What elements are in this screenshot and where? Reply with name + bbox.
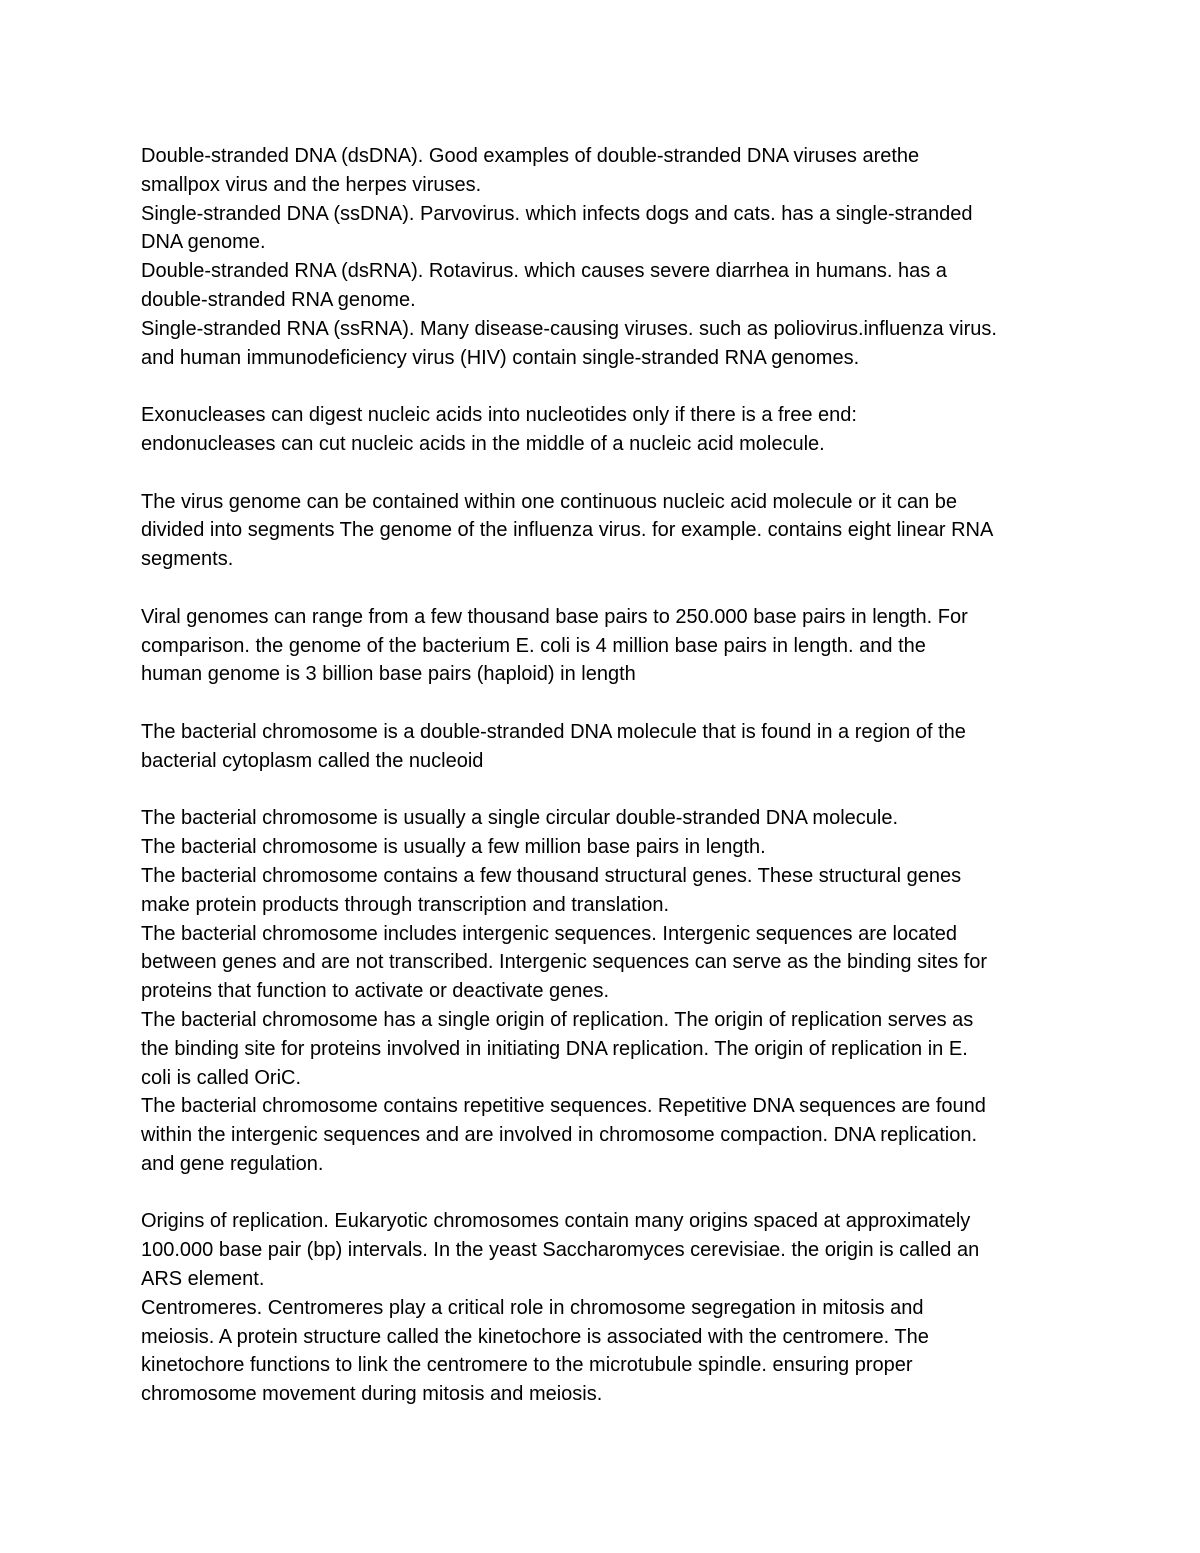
text-line: The virus genome can be contained within one continuous nucleic acid molecule or it can be (141, 490, 958, 513)
text-line: make protein products through transcription and translation. (141, 893, 670, 916)
text-line: and gene regulation. (141, 1152, 324, 1175)
text-line: Viral genomes can range from a few thousand base pairs to 250.000 base pairs in length. For (141, 605, 968, 628)
text-line: smallpox virus and the herpes viruses. (141, 173, 482, 196)
text-line: coli is called OriC. (141, 1066, 302, 1089)
text-line: The bacterial chromosome contains a few thousand structural genes. These structural genes (141, 864, 962, 887)
text-line: endonucleases can cut nucleic acids in the middle of a nucleic acid molecule. (141, 432, 825, 455)
text-line: The bacterial chromosome is a double-stranded DNA molecule that is found in a region of the (141, 720, 966, 743)
text-line: The bacterial chromosome contains repetitive sequences. Repetitive DNA sequences are found (141, 1095, 986, 1118)
text-line: The bacterial chromosome is usually a single circular double-stranded DNA molecule. (141, 807, 899, 830)
text-line: Double-stranded DNA (dsDNA). Good examples of double-stranded DNA viruses arethe (141, 145, 920, 167)
text-line: bacterial cytoplasm called the nucleoid (141, 749, 484, 772)
text-line: Single-stranded RNA (ssRNA). Many disease-causing viruses. such as poliovirus.influenza virus. (141, 317, 997, 340)
blank-line (141, 574, 1081, 603)
text-line: and human immunodeficiency virus (HIV) contain single-stranded RNA genomes. (141, 346, 860, 369)
text-line: within the intergenic sequences and are involved in chromosome compaction. DNA replication. (141, 1124, 978, 1147)
blank-line (141, 372, 1081, 401)
text-line: chromosome movement during mitosis and meiosis. (141, 1383, 603, 1406)
text-line: Origins of replication. Eukaryotic chromosomes contain many origins spaced at approximately (141, 1210, 971, 1233)
text-line: Centromeres. Centromeres play a critical role in chromosome segregation in mitosis and (141, 1296, 924, 1319)
text-line: The bacterial chromosome has a single origin of replication. The origin of replication serves as (141, 1008, 974, 1031)
text-line: double-stranded RNA genome. (141, 288, 416, 311)
text-line: human genome is 3 billion base pairs (haploid) in length (141, 663, 636, 686)
blank-line (141, 1179, 1081, 1208)
text-line: divided into segments The genome of the influenza virus. for example. contains eight linear RNA (141, 519, 994, 542)
document-body (141, 142, 1081, 1409)
text-line: kinetochore functions to link the centromere to the microtubule spindle. ensuring proper (141, 1354, 913, 1377)
text-line: Single-stranded DNA (ssDNA). Parvovirus. which infects dogs and cats. has a single-stranded (141, 202, 973, 225)
text-line: between genes and are not transcribed. Intergenic sequences can serve as the binding sites for (141, 951, 988, 974)
text-line: ARS element. (141, 1268, 265, 1291)
text-line: DNA genome. (141, 231, 266, 254)
text-line: meiosis. A protein structure called the kinetochore is associated with the centromere. The (141, 1325, 929, 1348)
text-line: Double-stranded RNA (dsRNA). Rotavirus. which causes severe diarrhea in humans. has a (141, 260, 947, 283)
text-line: The bacterial chromosome includes intergenic sequences. Intergenic sequences are located (141, 922, 958, 945)
text-line: 100.000 base pair (bp) intervals. In the yeast Saccharomyces cerevisiae. the origin is called an (141, 1239, 980, 1262)
text-line: segments. (141, 548, 234, 571)
text-line: the binding site for proteins involved in initiating DNA replication. The origin of replication in E. (141, 1037, 968, 1060)
text-line: comparison. the genome of the bacterium E. coli is 4 million base pairs in length. and the (141, 634, 926, 657)
blank-line (141, 776, 1081, 805)
text-line: The bacterial chromosome is usually a few million base pairs in length. (141, 836, 766, 859)
text-line: Exonucleases can digest nucleic acids into nucleotides only if there is a free end: (141, 404, 857, 427)
blank-line (141, 689, 1081, 718)
blank-line (141, 459, 1081, 488)
text-line: proteins that function to activate or deactivate genes. (141, 980, 610, 1003)
